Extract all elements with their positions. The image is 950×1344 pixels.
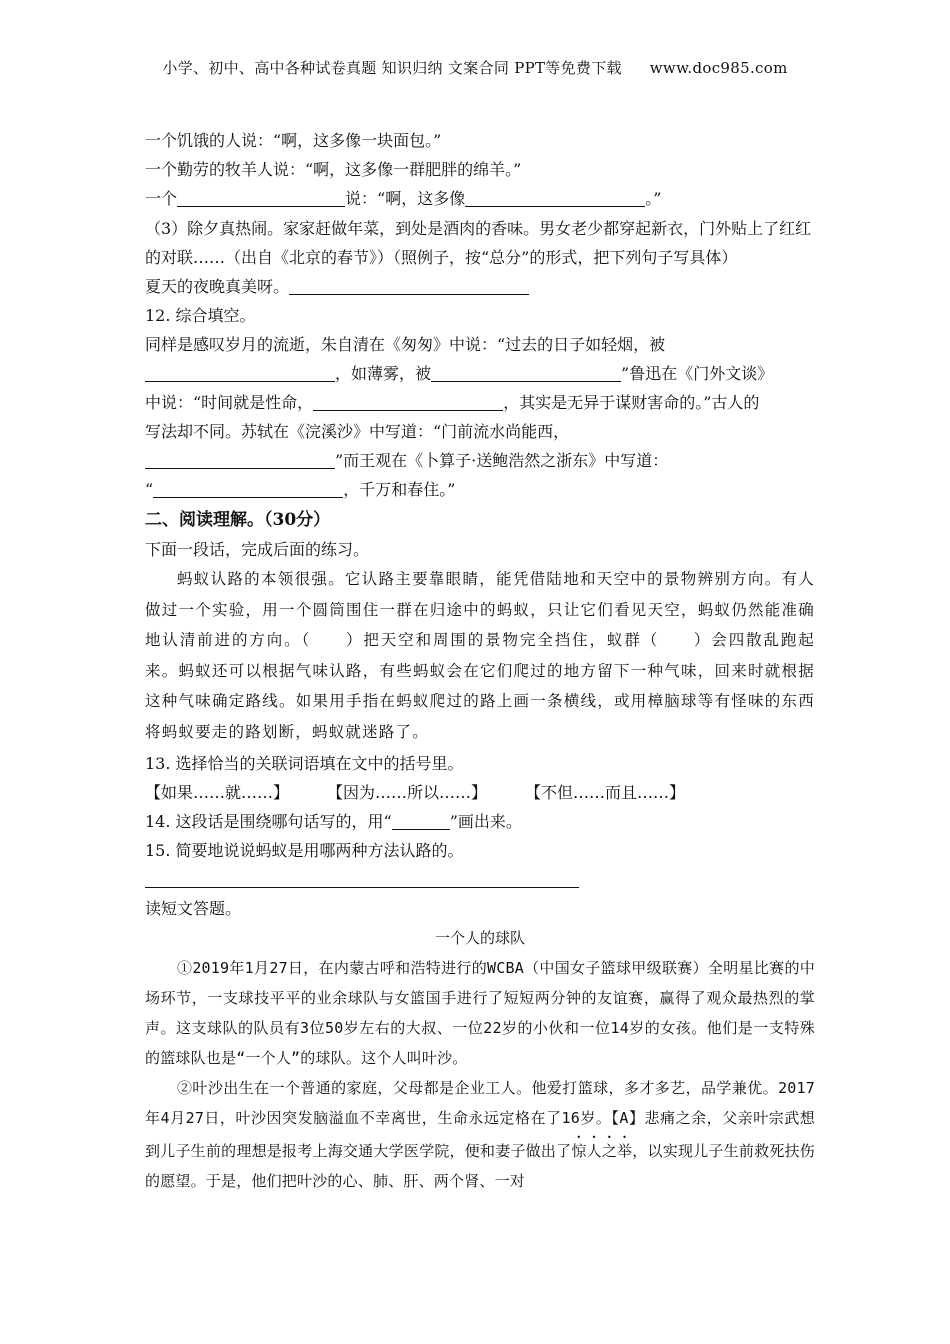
answer-blank[interactable]	[153, 481, 343, 498]
q12-line-1: 同样是感叹岁月的流逝，朱自清在《匆匆》中说：“过去的日子如轻烟，被	[145, 335, 666, 354]
q11-example-2: 一个勤劳的牧羊人说：“啊，这多像一群肥胖的绵羊。”	[145, 160, 522, 179]
article-paragraph-1: ①2019年1月27日，在内蒙古呼和浩特进行的WCBA（中国女子篮球甲级联赛）全明星比赛的中场环节，一支球技平平的业余球队与女篮国手进行了短短两分钟的友谊赛，赢得了观众最热烈的掌声。这支球队的队员有3位50岁左右的大叔、一位22岁的小伙和一位14岁的女孩。他们是一支特殊的篮球队也是“一个人”的球队。这个人叫叶沙。	[145, 959, 815, 1067]
q13-options	[145, 778, 815, 807]
answer-blank[interactable]	[431, 365, 621, 382]
section-intro: 下面一段话，完成后面的练习。	[145, 540, 370, 559]
emphasis-dotted-text: 惊人之举	[571, 1142, 633, 1160]
q14-prompt: 14. 这段话是围绕哪句话写的，用“ ”画出来。	[145, 812, 522, 831]
q12-line-3: 中说：“时间就是性命， ，其实是无异于谋财害命的。”古人的	[145, 393, 760, 412]
option-3[interactable]: 【不但……而且……】	[525, 783, 686, 802]
document-body	[145, 126, 815, 1196]
answer-blank[interactable]	[392, 813, 450, 830]
q12-line-4: 写法却不同。苏轼在《浣溪沙》中写道：“门前流水尚能西，	[145, 422, 570, 441]
answer-blank[interactable]	[177, 190, 345, 207]
article-paragraph-2: ②叶沙出生在一个普通的家庭，父母都是企业工人。他爱打篮球，多才多艺，品学兼优。2017年4月27日，叶沙因突发脑溢血不幸离世，生命永远定格在了16岁。【A】悲痛之余，父亲叶宗武想到儿子生前的理想是报考上海交通大学医学院，便和妻子做出了惊人之举，以实现儿子生前救死扶伤的愿望。于是，他们把叶沙的心、肺、肝、两个肾、一对	[145, 1079, 815, 1190]
header-text: 小学、初中、高中各种试卷真题 知识归纳 文案合同 PPT等免费下载	[162, 59, 622, 77]
q15-prompt: 15. 简要地说说蚂蚁是用哪两种方法认路的。	[145, 841, 464, 860]
page-header	[0, 57, 950, 78]
answer-blank[interactable]	[465, 190, 645, 207]
q11-part-3: （3）除夕真热闹。家家赶做年菜，到处是酒肉的香味。男女老少都穿起新衣，门外贴上了红红的对联……（出自《北京的春节》）（照例子，按“总分”的形式，把下列句子写具体）	[145, 219, 812, 267]
option-1[interactable]: 【如果……就……】	[145, 783, 290, 802]
answer-blank[interactable]	[145, 452, 335, 469]
header-url[interactable]: www.doc985.com	[649, 59, 788, 77]
answer-blank[interactable]	[313, 394, 503, 411]
q11-fill-line: 一个 说：“啊，这多像 。”	[145, 189, 662, 208]
article-title: 一个人的球队	[434, 929, 525, 947]
answer-blank[interactable]	[145, 365, 335, 382]
q12-title: 12. 综合填空。	[145, 306, 256, 325]
reading2-intro: 读短文答题。	[145, 899, 242, 918]
ant-passage: 蚂蚁认路的本领很强。它认路主要靠眼睛，能凭借陆地和天空中的景物辨别方向。有人做过一个实验，用一个圆筒围住一群在归途中的蚂蚁，只让它们看见天空，蚂蚁仍然能准确地认清前进的方向。（ ）把天空和周围的景物完全挡住，蚁群（ ）会四散乱跑起来。蚂蚁还可以根据气味认路，有些蚂蚁会在它们爬过的地方留下一种气味，回来时就根据这种气味确定路线。如果用手指在蚂蚁爬过的路上画一条横线，或用樟脑球等有怪味的东西将蚂蚁要走的路划断，蚂蚁就迷路了。	[145, 570, 815, 741]
q12-line-6: “ ，千万和春住。”	[145, 480, 456, 499]
q15-answer-line[interactable]	[145, 865, 579, 888]
q12-line-5: ”而王观在《卜算子·送鲍浩然之浙东》中写道：	[145, 446, 815, 475]
q11-summer-line: 夏天的夜晚真美呀。	[145, 272, 815, 301]
q11-example-1: 一个饥饿的人说：“啊，这多像一块面包。”	[145, 131, 442, 150]
option-2[interactable]: 【因为……所以……】	[327, 783, 488, 802]
q13-prompt: 13. 选择恰当的关联词语填在文中的括号里。	[145, 754, 464, 773]
q12-line-2: ，如薄雾，被 ”鲁迅在《门外文谈》	[145, 359, 815, 388]
answer-blank[interactable]	[289, 278, 529, 295]
section-heading: 二、阅读理解。（30分）	[145, 510, 331, 530]
